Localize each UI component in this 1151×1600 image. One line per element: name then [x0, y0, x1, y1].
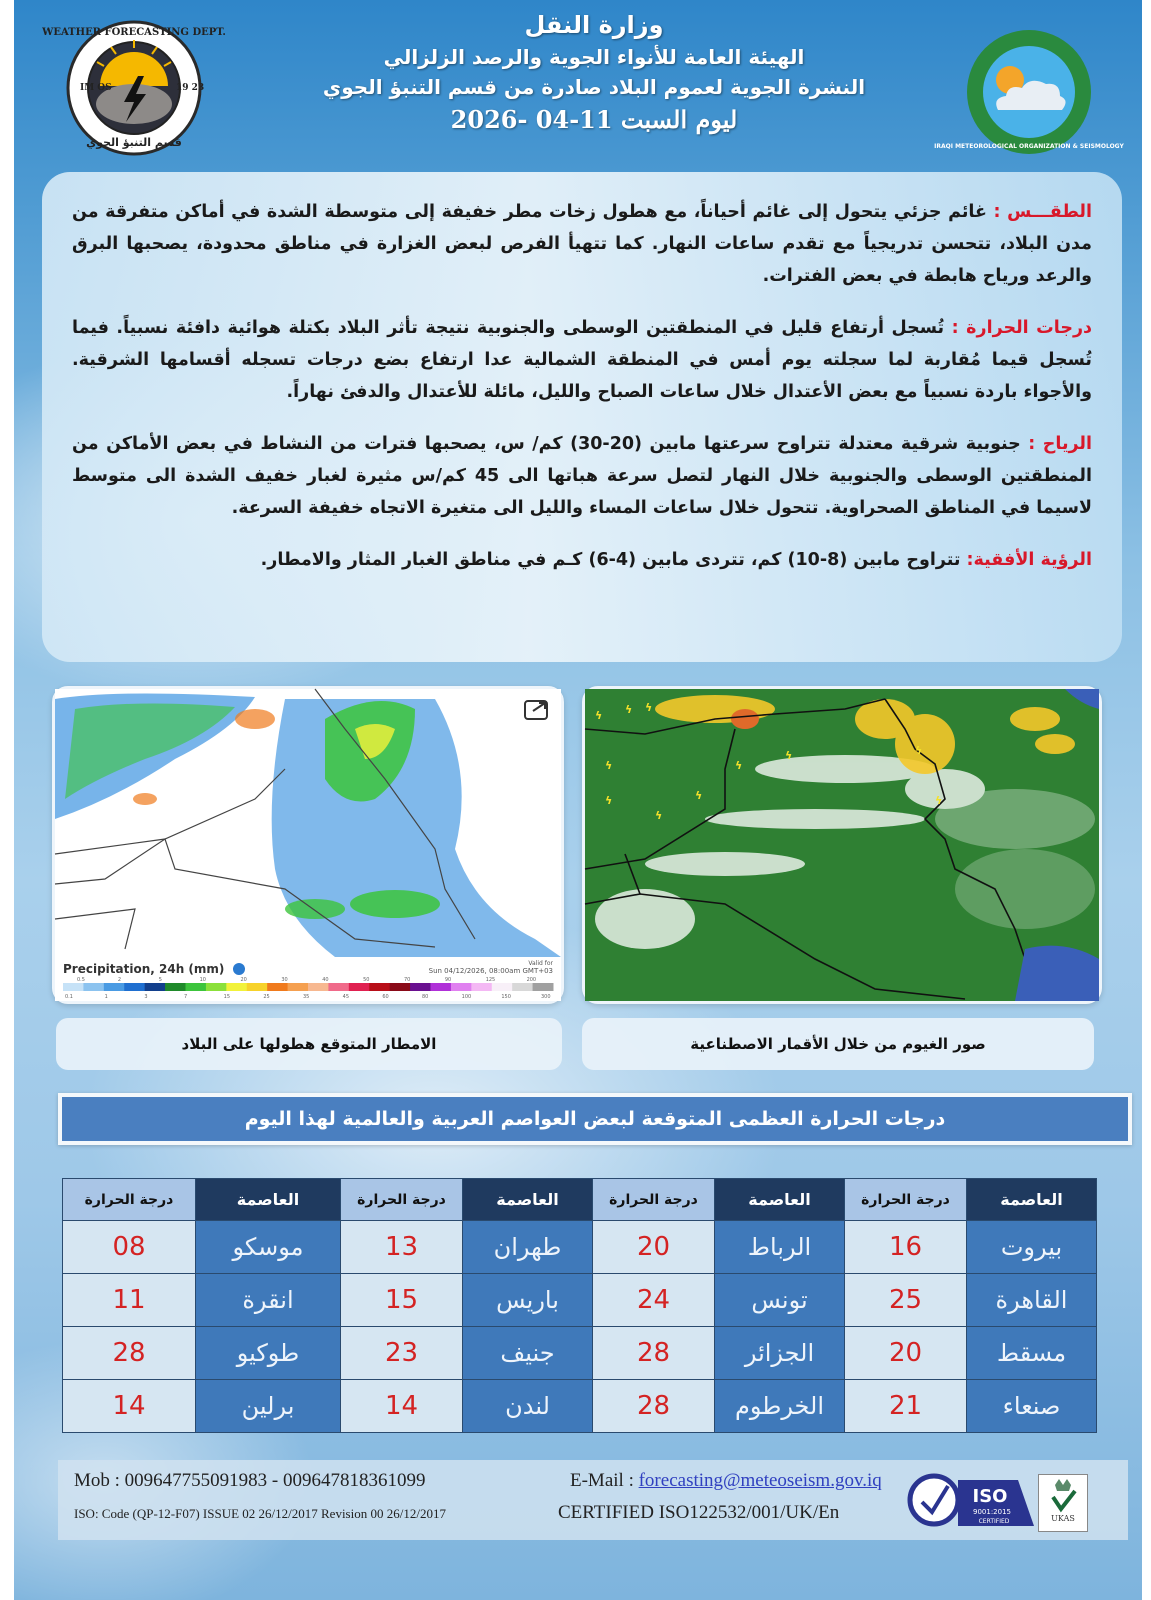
- precipitation-caption: الامطار المتوقع هطولها على البلاد: [56, 1018, 562, 1070]
- city-cell: الجزائر: [715, 1327, 845, 1380]
- temp-cell: 28: [63, 1327, 196, 1380]
- valid-time: Sun 04/12/2026, 08:00am GMT+03: [428, 967, 553, 975]
- city-cell: الرباط: [715, 1221, 845, 1274]
- temp-cell: 23: [341, 1327, 463, 1380]
- header-temperature: درجة الحرارة: [593, 1179, 715, 1221]
- temp-cell: 28: [593, 1327, 715, 1380]
- city-cell: طوكيو: [196, 1327, 341, 1380]
- scale-top-tick: 5: [158, 977, 162, 983]
- logo-arabic-text: قسم التنبؤ الجوي: [86, 136, 182, 149]
- city-cell: طهران: [463, 1221, 593, 1274]
- scale-bottom-tick: 80: [422, 994, 429, 1000]
- header-temperature: درجة الحرارة: [845, 1179, 967, 1221]
- forecast-panel: [42, 172, 1122, 662]
- scale-swatch: [247, 983, 268, 991]
- iso-code-line: ISO: Code (QP-12-F07) ISSUE 02 26/12/2017 Revision 00 26/12/2017: [74, 1506, 446, 1521]
- scale-swatch: [63, 983, 84, 991]
- scale-top-tick: 0.5: [77, 977, 85, 983]
- temp-cell: 13: [341, 1221, 463, 1274]
- city-cell: انقرة: [196, 1274, 341, 1327]
- visibility-paragraph: [72, 544, 1092, 576]
- temp-cell: 25: [845, 1274, 967, 1327]
- capitals-temperature-table: [62, 1178, 1097, 1433]
- temp-cell: 11: [63, 1274, 196, 1327]
- temp-cell: 20: [845, 1327, 967, 1380]
- temp-cell: 24: [593, 1274, 715, 1327]
- city-cell: القاهرة: [967, 1274, 1097, 1327]
- scale-bottom-tick: 1: [104, 994, 108, 1000]
- email-label: E-Mail :: [570, 1470, 639, 1491]
- lightning-icon: ϟ: [785, 749, 793, 762]
- header-capital: العاصمة: [967, 1179, 1097, 1221]
- scale-swatch: [104, 983, 125, 991]
- logo-right-mark: 19 23: [176, 83, 205, 93]
- precip-color-scale: [63, 983, 554, 991]
- email-line: [570, 1470, 882, 1492]
- scale-top-tick: 50: [363, 977, 370, 983]
- lightning-icon: ϟ: [645, 701, 653, 714]
- bulletin-subtitle: النشرة الجوية لعموم البلاد صادرة من قسم التنبؤ الجوي: [322, 75, 866, 99]
- satellite-caption: صور الغيوم من خلال الأقمار الاصطناعية: [582, 1018, 1094, 1070]
- scale-top-tick: 125: [485, 977, 496, 983]
- city-cell: بيروت: [967, 1221, 1097, 1274]
- iso-certified-badge: [908, 1466, 1038, 1534]
- weather-forecasting-dept-logo: [42, 18, 226, 158]
- scale-top-tick: 30: [281, 977, 288, 983]
- lightning-icon: ϟ: [695, 789, 703, 802]
- scale-swatch: [83, 983, 104, 991]
- temp-cell: 16: [845, 1221, 967, 1274]
- ukas-logo: [1038, 1474, 1088, 1532]
- temperature-label: درجات الحرارة :: [951, 318, 1093, 338]
- temperature-text: تُسجل أرتفاع قليل في المنطقتين الوسطى والجنوبية نتيجة تأثر البلاد بكتلة هوائية دافئة نسبياً. فيما تُسجل قيما مُقاربة لما سجلته يوم أمس في المنطقة الشمالية عدا ارتفاع بضع درجات تسجله أقسامها الشرقية. والأجواء باردة نسبياً مع بعض الأعتدال خلال ساعات الصباح والليل، مائلة للأعتدال والدفئ نهاراً.: [72, 318, 1092, 402]
- scale-swatch: [308, 983, 329, 991]
- scale-swatch: [369, 983, 390, 991]
- scale-bottom-tick: 35: [303, 994, 310, 1000]
- info-icon[interactable]: [233, 963, 245, 975]
- wind-label: الرياح :: [1028, 434, 1092, 454]
- precip-legend-title: Precipitation, 24h (mm): [63, 962, 225, 976]
- header-temperature: درجة الحرارة: [63, 1179, 196, 1221]
- temp-cell: 28: [593, 1380, 715, 1433]
- header-capital: العاصمة: [463, 1179, 593, 1221]
- table-header-row: [63, 1179, 1097, 1221]
- scale-swatch: [390, 983, 411, 991]
- table-row: [63, 1380, 1097, 1433]
- scale-swatch: [328, 983, 349, 991]
- lightning-icon: ϟ: [735, 759, 743, 772]
- scale-swatch: [267, 983, 288, 991]
- lightning-icon: ϟ: [915, 744, 923, 757]
- scale-bottom-tick: 60: [382, 994, 389, 1000]
- scale-swatch: [288, 983, 309, 991]
- weather-text: غائم جزئي يتحول إلى غائم أحياناً، مع هطول زخات مطر خفيفة إلى متوسطة الشدة في أماكن متفرقة من مدن البلاد، تتحسن تدريجياً مع تقدم ساعات النهار. كما تتهيأ الفرص لبعض الغزارة في مناطق محدودة، يصحبها البرق والرعد ورياح هابطة في بعض الفترات.: [72, 202, 1092, 286]
- scale-bottom-tick: 150: [501, 994, 511, 1000]
- scale-swatch: [165, 983, 186, 991]
- iso-badge-title: ISO: [972, 1486, 1008, 1507]
- logo-left-mark: IM OS: [80, 83, 112, 93]
- scale-swatch: [431, 983, 452, 991]
- scale-bottom-tick: 300: [541, 994, 551, 1000]
- satellite-cloud-map: [582, 686, 1102, 1004]
- mobile-numbers: Mob : 009647755091983 - 009647818361099: [74, 1470, 426, 1491]
- iso-badge-standard: 9001:2015: [973, 1508, 1011, 1516]
- valid-for-label: Valid for: [528, 960, 553, 967]
- certification-line: CERTIFIED ISO122532/001/UK/En: [558, 1502, 840, 1523]
- scale-swatch: [226, 983, 247, 991]
- scale-bottom-tick: 0.1: [65, 994, 73, 1000]
- scale-swatch: [533, 983, 554, 991]
- logo-ring-text: WEATHER FORECASTING DEPT.: [42, 27, 226, 38]
- iso-badge-status: CERTIFIED: [978, 1518, 1010, 1525]
- scale-bottom-tick: 15: [223, 994, 231, 1000]
- iraqi-meteorological-organization-logo: [934, 28, 1124, 156]
- lightning-icon: ϟ: [605, 794, 613, 807]
- lightning-icon: ϟ: [625, 703, 633, 716]
- scale-swatch: [145, 983, 166, 991]
- city-cell: باريس: [463, 1274, 593, 1327]
- header-temperature: درجة الحرارة: [341, 1179, 463, 1221]
- temp-cell: 08: [63, 1221, 196, 1274]
- wind-text: جنوبية شرقية معتدلة تتراوح سرعتها مابين (20-30) كم/ س، يصحبها فترات من النشاط في بعض الأماكن من المنطقتين الوسطى والجنوبية خلال النهار لتصل سرعة هباتها الى 45 كم/س مثيرة لغبار خفيف الشدة الى متوسط لاسيما في المناطق الصحراوية. تتحول خلال ساعات المساء والليل الى متغيرة الاتجاه خفيفة السرعة.: [72, 434, 1092, 518]
- visibility-text: تتراوح مابين (8-10) كم، تتردى مابين (4-6) كـم في مناطق الغبار المثار والامطار.: [260, 550, 967, 570]
- logo-right-ring-text: IRAQI METEOROLOGICAL ORGANIZATION & SEISMOLOGY: [934, 143, 1124, 150]
- temp-cell: 21: [845, 1380, 967, 1433]
- bulletin-header: [314, 8, 874, 138]
- scale-top-tick: 40: [322, 977, 329, 983]
- ukas-label: UKAS: [1051, 1514, 1075, 1523]
- lightning-icon: ϟ: [605, 759, 613, 772]
- footer: [58, 1460, 1128, 1540]
- scale-bottom-tick: 25: [263, 994, 270, 1000]
- city-cell: برلين: [196, 1380, 341, 1433]
- crown-icon: [1055, 1479, 1071, 1491]
- lightning-icon: ϟ: [655, 809, 663, 822]
- checkmark-icon: [1053, 1491, 1075, 1509]
- scale-bottom-tick: 100: [461, 994, 472, 1000]
- city-cell: صنعاء: [967, 1380, 1097, 1433]
- weather-paragraph: [72, 196, 1092, 292]
- scale-top-tick: 10: [199, 977, 206, 983]
- city-cell: جنيف: [463, 1327, 593, 1380]
- authority-name: الهيئة العامة للأنواء الجوية والرصد الزلزالي: [383, 45, 805, 69]
- table-row: [63, 1274, 1097, 1327]
- scale-swatch: [451, 983, 472, 991]
- scale-bottom-tick: 7: [184, 994, 188, 1000]
- scale-top-tick: 2: [117, 977, 122, 983]
- scale-top-tick: 70: [403, 977, 411, 983]
- scale-top-tick: 20: [240, 977, 247, 983]
- temp-cell: 15: [341, 1274, 463, 1327]
- bulletin-date: ليوم السبت 11-04 -2026: [450, 105, 738, 134]
- capitals-table-title: درجات الحرارة العظمى المتوقعة لبعض العواصم العربية والعالمية لهذا اليوم: [58, 1093, 1132, 1145]
- header-capital: العاصمة: [196, 1179, 341, 1221]
- precipitation-map: [52, 686, 564, 1004]
- scale-top-tick: 200: [526, 977, 537, 983]
- weather-label: الطقـــس :: [993, 202, 1092, 222]
- header-capital: العاصمة: [715, 1179, 845, 1221]
- scale-swatch: [349, 983, 370, 991]
- scale-swatch: [206, 983, 227, 991]
- ministry-name: وزارة النقل: [524, 11, 664, 39]
- table-row: [63, 1327, 1097, 1380]
- bulletin-page: [14, 0, 1142, 1600]
- lightning-icon: ϟ: [595, 709, 603, 722]
- table-row: [63, 1221, 1097, 1274]
- scale-swatch: [124, 983, 145, 991]
- temp-cell: 20: [593, 1221, 715, 1274]
- scale-swatch: [471, 983, 492, 991]
- city-cell: مسقط: [967, 1327, 1097, 1380]
- scale-swatch: [492, 983, 513, 991]
- temperature-paragraph: [72, 312, 1092, 408]
- temp-cell: 14: [63, 1380, 196, 1433]
- lightning-icon: ϟ: [935, 794, 943, 807]
- scale-top-tick: 90: [444, 977, 452, 983]
- city-cell: تونس: [715, 1274, 845, 1327]
- scale-bottom-tick: 3: [144, 994, 148, 1000]
- scale-swatch: [512, 983, 533, 991]
- scale-bottom-tick: 45: [342, 994, 350, 1000]
- visibility-label: الرؤية الأفقية:: [966, 550, 1092, 570]
- scale-swatch: [410, 983, 431, 991]
- city-cell: الخرطوم: [715, 1380, 845, 1433]
- wind-paragraph: [72, 428, 1092, 524]
- city-cell: موسكو: [196, 1221, 341, 1274]
- city-cell: لندن: [463, 1380, 593, 1433]
- email-link[interactable]: forecasting@meteoseism.gov.iq: [638, 1470, 882, 1491]
- temp-cell: 14: [341, 1380, 463, 1433]
- scale-swatch: [186, 983, 207, 991]
